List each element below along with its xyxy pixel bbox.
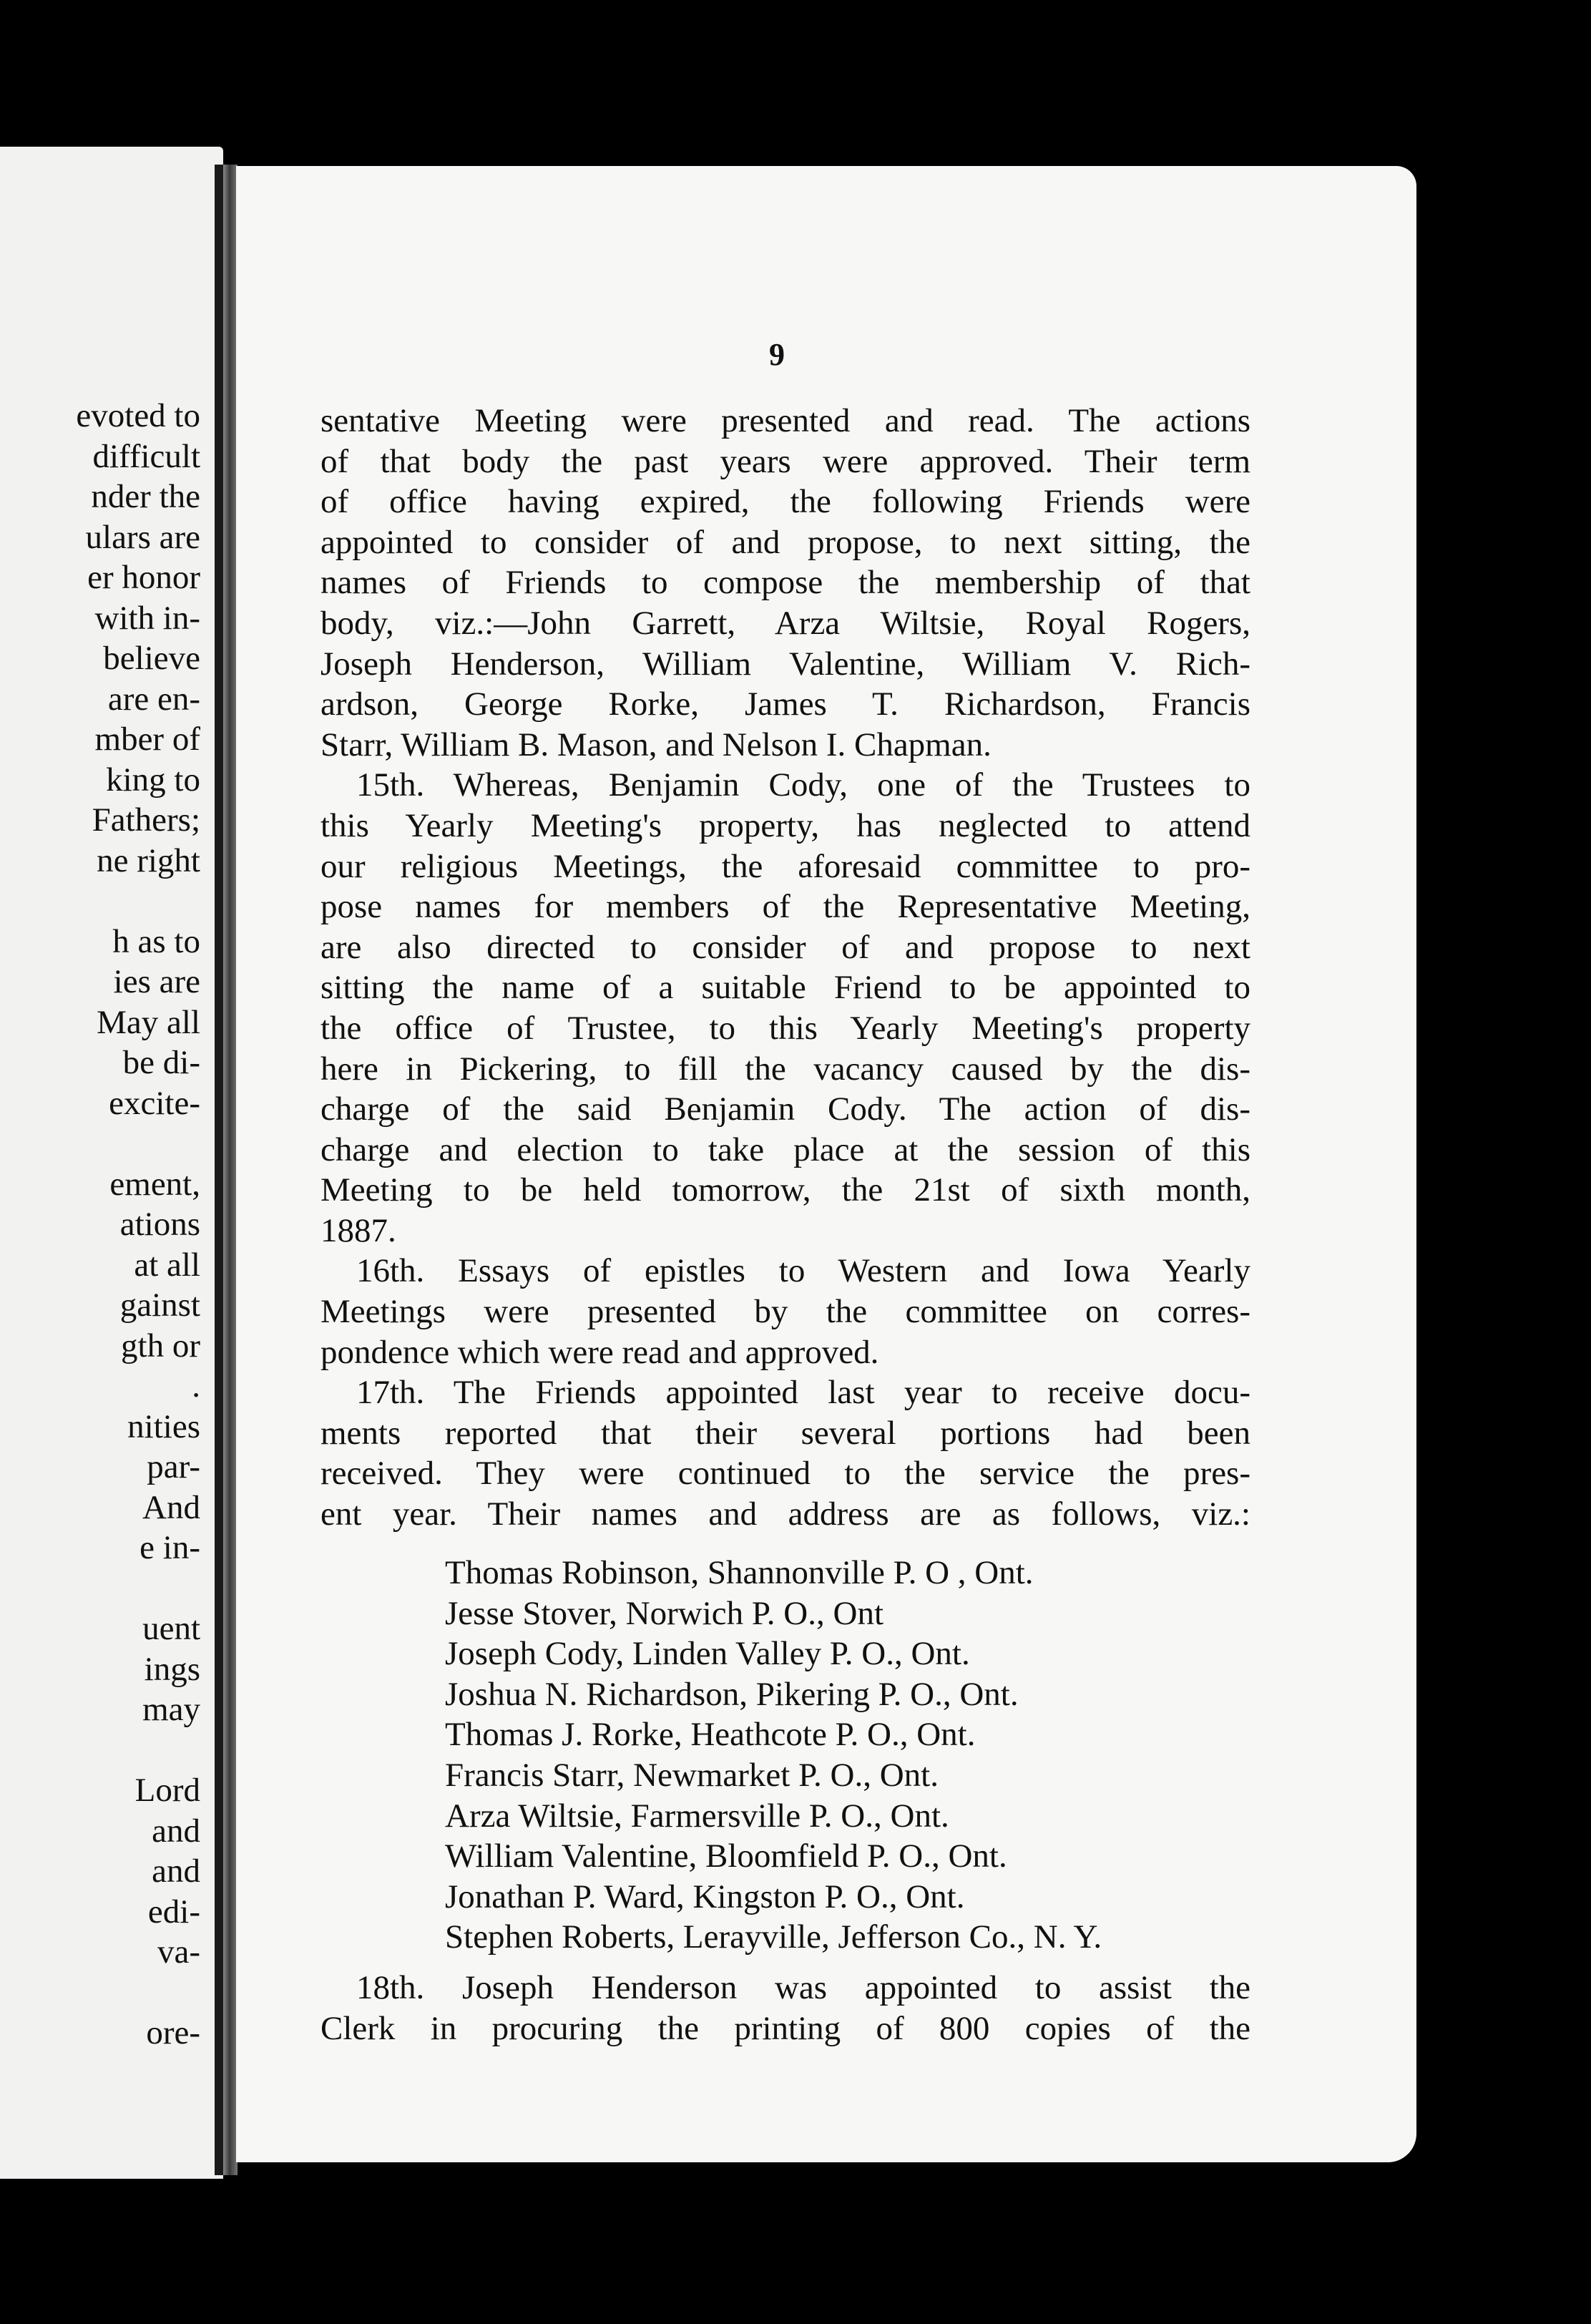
left-page-line: e in- xyxy=(139,1529,200,1566)
left-page-line xyxy=(76,1568,200,1609)
text-line: sitting the name of a suitable Friend to be appointed to xyxy=(320,969,1250,1007)
address-entry: Joshua N. Richardson, Pikering P. O., Ont. xyxy=(445,1675,1019,1713)
left-page-line: gainst xyxy=(119,1286,200,1324)
text-line: 1887. xyxy=(320,1211,396,1249)
left-facing-page xyxy=(0,147,223,2179)
text-line: are also directed to consider of and propose to next xyxy=(320,928,1250,966)
left-page-line: at all xyxy=(134,1246,200,1284)
left-page-line: king to xyxy=(106,761,200,799)
text-line: Clerk in procuring the printing of 800 copies of the xyxy=(320,2009,1250,2047)
address-entry: William Valentine, Bloomfield P. O., Ont. xyxy=(445,1837,1007,1875)
address-entry: Stephen Roberts, Lerayville, Jefferson Co., N. Y. xyxy=(445,1918,1102,1956)
page-number: 9 xyxy=(769,337,785,372)
left-page-text-fragments xyxy=(76,396,200,2054)
text-line: our religious Meetings, the aforesaid committee to pro- xyxy=(320,847,1250,885)
left-page-line: Fathers; xyxy=(92,801,200,839)
left-page-line: ings xyxy=(144,1650,200,1688)
text-line: the office of Trustee, to this Yearly Meeting's property xyxy=(320,1009,1250,1047)
text-line: 18th. Joseph Henderson was appointed to assist the xyxy=(356,1969,1250,2006)
text-line: received. They were continued to the service the pres- xyxy=(320,1455,1250,1493)
text-line: 16th. Essays of epistles to Western and Iowa Yearly xyxy=(356,1252,1250,1290)
text-line: of office having expired, the following Friends were xyxy=(320,483,1250,521)
text-line: charge of the said Benjamin Cody. The action of dis- xyxy=(320,1090,1250,1128)
left-page-line: And xyxy=(142,1488,200,1526)
text-line: ments reported that their several portions had been xyxy=(320,1414,1250,1452)
left-page-line xyxy=(76,1973,200,2013)
left-page-line: and xyxy=(152,1812,200,1850)
left-page-line: with in- xyxy=(94,599,200,637)
address-entry: Thomas Robinson, Shannonville P. O , Ont. xyxy=(445,1554,1034,1591)
text-line: pose names for members of the Representative Meeting, xyxy=(320,888,1250,926)
left-page-line: be di- xyxy=(122,1044,200,1081)
text-line: charge and election to take place at the session of this xyxy=(320,1131,1250,1168)
left-page-line: ore- xyxy=(146,2014,200,2051)
text-line: 17th. The Friends appointed last year to receive docu- xyxy=(356,1374,1250,1412)
left-page-line: ement, xyxy=(109,1165,200,1203)
left-page-line: May all xyxy=(97,1003,200,1041)
address-entry: Joseph Cody, Linden Valley P. O., Ont. xyxy=(445,1635,970,1673)
text-line: appointed to consider of and propose, to next sitting, the xyxy=(320,523,1250,561)
address-entry: Jesse Stover, Norwich P. O., Ont xyxy=(445,1594,883,1632)
left-page-line: . xyxy=(192,1367,200,1405)
text-line: of that body the past years were approved. Their term xyxy=(320,442,1250,480)
left-page-line: believe xyxy=(103,640,200,677)
left-page-line: are en- xyxy=(107,680,200,718)
left-page-line: ations xyxy=(119,1206,200,1243)
left-page-line: excite- xyxy=(109,1084,200,1122)
left-page-line xyxy=(76,1730,200,1771)
left-page-line xyxy=(76,881,200,922)
text-line: Joseph Henderson, William Valentine, William V. Rich- xyxy=(320,645,1250,683)
text-line: here in Pickering, to fill the vacancy caused by the dis- xyxy=(320,1050,1250,1088)
left-page-line xyxy=(76,1123,200,1164)
left-page-line: gth or xyxy=(121,1327,200,1364)
address-entry: Francis Starr, Newmarket P. O., Ont. xyxy=(445,1756,939,1794)
left-page-line: va- xyxy=(157,1933,200,1971)
left-page-line: difficult xyxy=(92,437,200,475)
left-page-line: h as to xyxy=(112,922,200,960)
left-page-line: nder the xyxy=(91,478,200,515)
left-page-line: er honor xyxy=(87,559,200,596)
text-line: 15th. Whereas, Benjamin Cody, one of the Trustees to xyxy=(356,766,1250,804)
left-page-line: evoted to xyxy=(76,397,200,434)
left-page-line: and xyxy=(152,1852,200,1890)
address-entry: Jonathan P. Ward, Kingston P. O., Ont. xyxy=(445,1878,965,1915)
main-text-block xyxy=(320,401,1250,1535)
text-line: this Yearly Meeting's property, has neglected to attend xyxy=(320,806,1250,844)
left-page-line: ies are xyxy=(113,963,200,1000)
text-line: names of Friends to compose the membership of that xyxy=(320,564,1250,602)
book-gutter xyxy=(223,165,238,2175)
text-line: pondence which were read and approved. xyxy=(320,1333,879,1371)
address-list xyxy=(445,1553,1102,1958)
text-line: Meeting to be held tomorrow, the 21st of sixth month, xyxy=(320,1171,1250,1209)
left-page-line: Lord xyxy=(134,1772,200,1809)
closing-text-block xyxy=(320,1968,1250,2049)
left-page-line: ne right xyxy=(97,841,200,879)
text-line: body, viz.:—John Garrett, Arza Wiltsie, Royal Rogers, xyxy=(320,604,1250,642)
left-page-line: mber of xyxy=(94,721,200,758)
text-line: Starr, William B. Mason, and Nelson I. Chapman. xyxy=(320,726,992,763)
text-line: ent year. Their names and address are as follows, viz.: xyxy=(320,1495,1250,1533)
text-line: Meetings were presented by the committee on corres- xyxy=(320,1293,1250,1331)
address-entry: Thomas J. Rorke, Heathcote P. O., Ont. xyxy=(445,1716,976,1754)
left-page-line: nities xyxy=(127,1407,200,1445)
left-page-line: uent xyxy=(142,1610,200,1647)
left-page-line: par- xyxy=(147,1448,200,1485)
text-line: sentative Meeting were presented and read. The actions xyxy=(320,402,1250,439)
left-page-line: edi- xyxy=(147,1893,200,1930)
text-line: ardson, George Rorke, James T. Richardson, Francis xyxy=(320,685,1250,723)
left-page-line: may xyxy=(142,1691,200,1728)
address-entry: Arza Wiltsie, Farmersville P. O., Ont. xyxy=(445,1797,949,1835)
left-page-line: ulars are xyxy=(85,518,200,556)
